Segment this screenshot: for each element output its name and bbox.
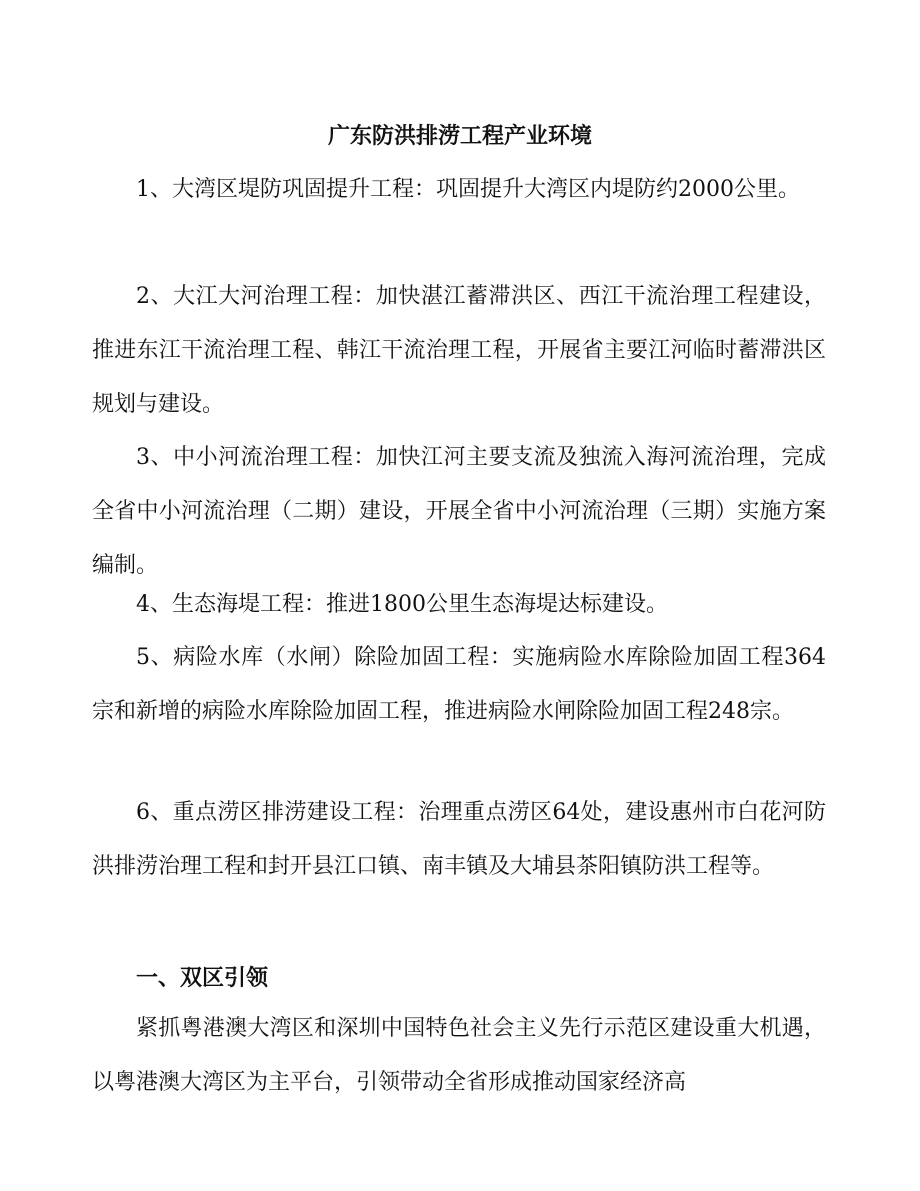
section-heading: 一、双区引领 (136, 965, 269, 991)
item-paragraph-2: 2、大江大河治理工程：加快湛江蓄滞洪区、西江干流治理工程建设，推进东江干流治理工程、韩江干流治理工程，开展省主要江河临时蓄滞洪区规划与建设。 (92, 284, 826, 417)
item-paragraph-1: 1、大湾区堤防巩固提升工程：巩固提升大湾区内堤防约2000公里。 (136, 177, 800, 202)
item-paragraph-4: 4、生态海堤工程：推进1800公里生态海堤达标建设。 (136, 592, 668, 617)
item-paragraph-6: 6、重点涝区排涝建设工程：治理重点涝区64处，建设惠州市白花河防洪排涝治理工程和封开县江口镇、南丰镇及大埔县茶阳镇防洪工程等。 (92, 800, 826, 879)
item-paragraph-5: 5、病险水库（水闸）除险加固工程：实施病险水库除险加固工程364宗和新增的病险水库除险加固工程，推进病险水闸除险加固工程248宗。 (92, 645, 826, 724)
section-paragraph: 紧抓粤港澳大湾区和深圳中国特色社会主义先行示范区建设重大机遇，以粤港澳大湾区为主平台，引领带动全省形成推动国家经济高 (92, 1016, 826, 1095)
item-paragraph-3: 3、中小河流治理工程：加快江河主要支流及独流入海河流治理，完成全省中小河流治理（二期）建设，开展全省中小河流治理（三期）实施方案编制。 (92, 445, 826, 578)
document-title: 广东防洪排涝工程产业环境 (327, 123, 592, 149)
